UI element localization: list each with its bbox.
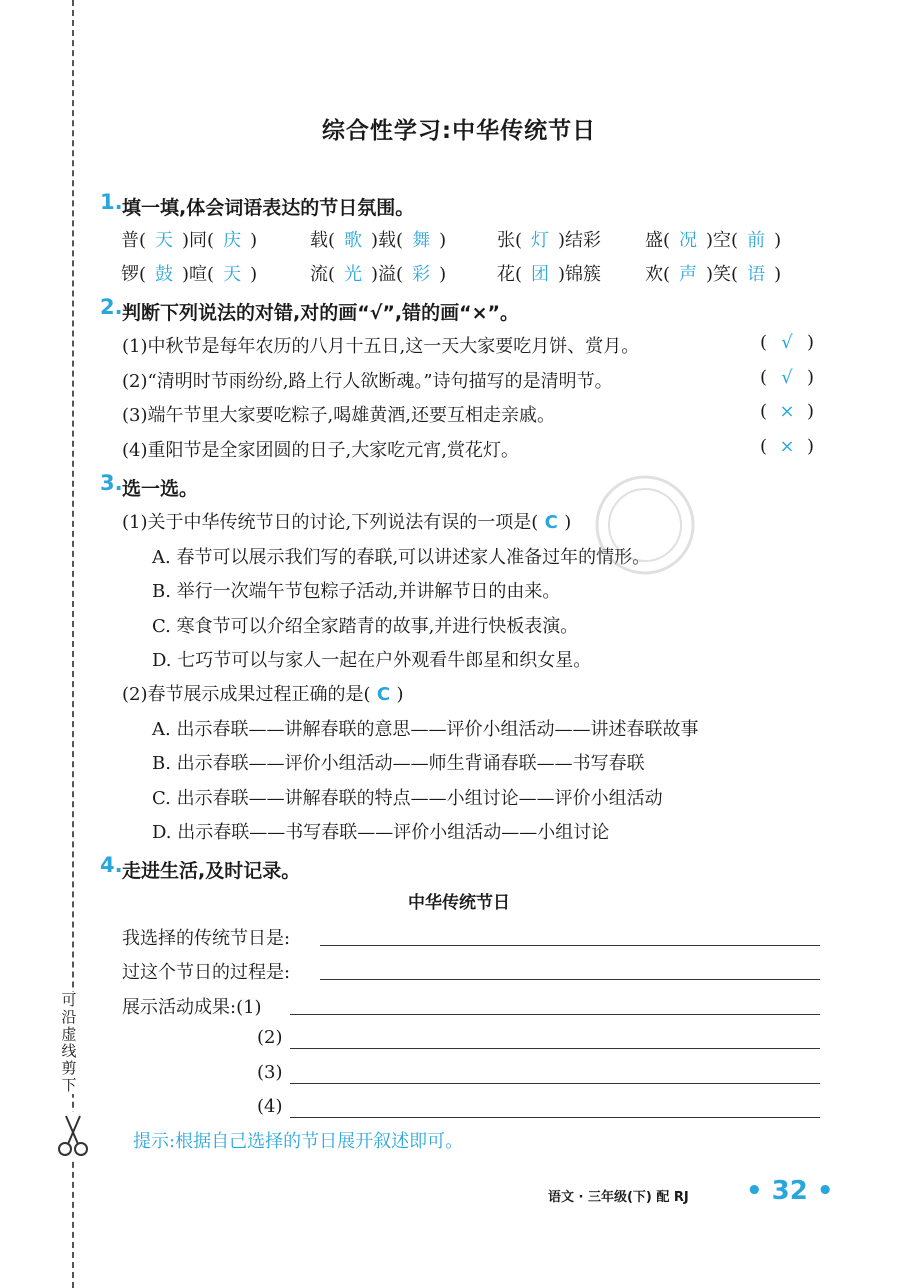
q2-number: 2.	[100, 295, 123, 319]
q3-sub2-stem: (2)春节展示成果过程正确的是( C )	[122, 684, 404, 705]
idiom-pair: 锣( 鼓 )喧( 天 )	[121, 264, 258, 285]
watermark-stamp-icon	[590, 470, 700, 580]
q2-item-1: (1)中秋节是每年农历的八月十五日,这一天大家要吃月饼、赏月。	[122, 336, 640, 357]
q3-sub1-option-a: A. 春节可以展示我们写的春联,可以讲述家人准备过年的情形。	[152, 547, 651, 568]
q3-heading: 选一选。	[122, 478, 199, 500]
q4-number: 4.	[100, 853, 123, 877]
q3-sub1-option-d: D. 七巧节可以与家人一起在户外观看牛郎星和织女星。	[152, 650, 592, 671]
q3-sub2-option-d: D. 出示春联——书写春联——评价小组活动——小组讨论	[152, 822, 610, 843]
idiom-pair: 欢( 声 )笑( 语 )	[645, 264, 782, 285]
record-line-2-label: 过这个节日的过程是:	[122, 962, 291, 983]
q3-sub2-option-b: B. 出示春联——评价小组活动——师生背诵春联——书写春联	[152, 753, 645, 774]
cut-dashed-line	[72, 0, 74, 1288]
record-line-5-blank[interactable]	[290, 1083, 820, 1084]
hint-text: 提示:根据自己选择的节日展开叙述即可。	[133, 1131, 464, 1152]
page-number: • 32 •	[746, 1176, 834, 1206]
record-line-6-blank[interactable]	[290, 1117, 820, 1118]
page-title: 综合性学习:中华传统节日	[321, 118, 597, 144]
record-line-4-label: (2)	[257, 1027, 283, 1048]
q3-sub2-option-c: C. 出示春联——讲解春联的特点——小组讨论——评价小组活动	[152, 788, 663, 809]
record-line-1-blank[interactable]	[320, 945, 820, 946]
record-subtitle: 中华传统节日	[408, 893, 510, 913]
record-line-3-blank[interactable]	[290, 1014, 820, 1015]
idiom-pair: 流( 光 )溢( 彩 )	[310, 264, 447, 285]
scissors-icon	[56, 1112, 90, 1158]
record-line-5-label: (3)	[257, 1062, 283, 1083]
idiom-pair: 张( 灯 )结彩	[497, 230, 602, 251]
q1-heading: 填一填,体会词语表达的节日氛围。	[122, 197, 415, 219]
q3-sub1-stem: (1)关于中华传统节日的讨论,下列说法有误的一项是( C )	[122, 512, 572, 533]
footer-subject: 语文 · 三年级(下) 配 RJ	[548, 1190, 689, 1205]
cut-hint: 可沿虚线剪下	[58, 992, 80, 1094]
q3-sub2-option-a: A. 出示春联——讲解春联的意思——评价小组活动——讲述春联故事	[152, 719, 699, 740]
q1-number: 1.	[100, 190, 123, 214]
q3-sub1-option-c: C. 寒食节可以介绍全家踏青的故事,并进行快板表演。	[152, 616, 579, 637]
q2-heading: 判断下列说法的对错,对的画“√”,错的画“×”。	[122, 302, 519, 324]
q2-item-2: (2)“清明时节雨纷纷,路上行人欲断魂。”诗句描写的是清明节。	[122, 371, 613, 392]
q2-item-4: (4)重阳节是全家团圆的日子,大家吃元宵,赏花灯。	[122, 440, 519, 461]
record-line-2-blank[interactable]	[320, 979, 820, 980]
record-line-1-label: 我选择的传统节日是:	[122, 928, 291, 949]
q4-heading: 走进生活,及时记录。	[122, 860, 301, 882]
q3-sub1-option-b: B. 举行一次端午节包粽子活动,并讲解节日的由来。	[152, 581, 561, 602]
idiom-pair: 载( 歌 )载( 舞 )	[310, 230, 447, 251]
q2-answer-2: ( √ )	[760, 367, 815, 388]
record-line-4-blank[interactable]	[290, 1048, 820, 1049]
q2-answer-3: ( × )	[760, 401, 815, 422]
idiom-pair: 花( 团 )锦簇	[497, 264, 602, 285]
q2-answer-4: ( × )	[760, 436, 815, 457]
idiom-pair: 普( 天 )同( 庆 )	[121, 230, 258, 251]
record-line-6-label: (4)	[257, 1096, 283, 1117]
idiom-pair: 盛( 况 )空( 前 )	[645, 230, 782, 251]
q2-item-3: (3)端午节里大家要吃粽子,喝雄黄酒,还要互相走亲戚。	[122, 405, 555, 426]
q3-number: 3.	[100, 471, 123, 495]
q2-answer-1: ( √ )	[760, 332, 815, 353]
record-line-3-label: 展示活动成果:(1)	[122, 997, 262, 1018]
